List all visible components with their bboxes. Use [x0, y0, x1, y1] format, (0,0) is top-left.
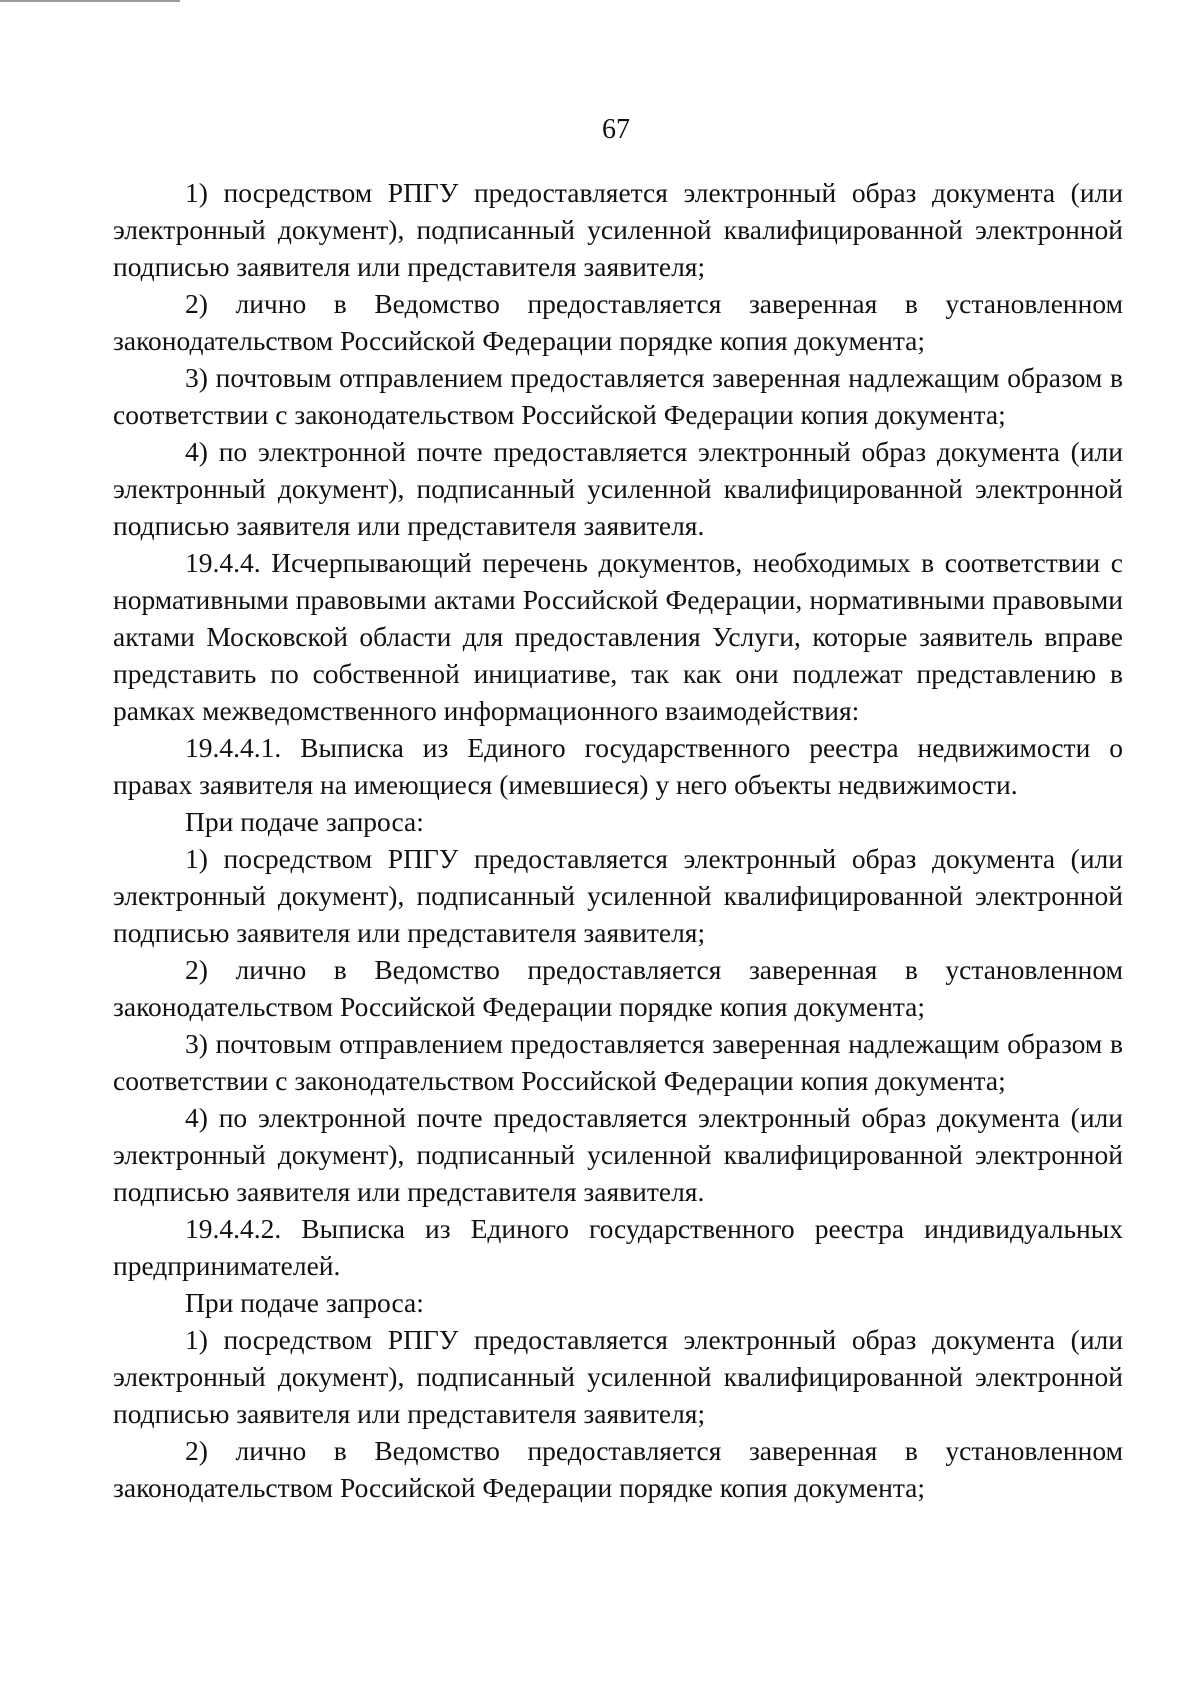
paragraph: 3) почтовым отправлением предоставляется заверенная надлежащим образом в соответствии с законодательством Российской Федерации копия документа;	[113, 362, 1123, 430]
paragraph: 4) по электронной почте предоставляется электронный образ документа (или электронный документ), подписанный усиленной квалифицированной электронной подписью заявителя или представителя заявителя.	[113, 436, 1123, 541]
page-number: 67	[602, 114, 630, 145]
paragraph: 2) лично в Ведомство предоставляется заверенная в установленном законодательством Российской Федерации порядке копия документа;	[113, 954, 1123, 1022]
scan-edge-line	[0, 0, 180, 2]
paragraph: При подаче запроса:	[185, 806, 424, 837]
paragraph: 19.4.4.1. Выписка из Единого государственного реестра недвижимости о правах заявителя на имеющиеся (имевшиеся) у него объекты недвижимости.	[113, 732, 1123, 800]
paragraph: 3) почтовым отправлением предоставляется заверенная надлежащим образом в соответствии с законодательством Российской Федерации копия документа;	[113, 1028, 1123, 1096]
paragraph: 4) по электронной почте предоставляется электронный образ документа (или электронный документ), подписанный усиленной квалифицированной электронной подписью заявителя или представителя заявителя.	[113, 1102, 1123, 1207]
paragraph: 1) посредством РПГУ предоставляется электронный образ документа (или электронный документ), подписанный усиленной квалифицированной электронной подписью заявителя или представителя заявителя;	[113, 177, 1123, 282]
paragraph: 2) лично в Ведомство предоставляется заверенная в установленном законодательством Российской Федерации порядке копия документа;	[113, 1435, 1123, 1503]
paragraph: 1) посредством РПГУ предоставляется электронный образ документа (или электронный документ), подписанный усиленной квалифицированной электронной подписью заявителя или представителя заявителя;	[113, 1324, 1123, 1429]
document-body	[113, 174, 1123, 1506]
paragraph: 2) лично в Ведомство предоставляется заверенная в установленном законодательством Российской Федерации порядке копия документа;	[113, 288, 1123, 356]
paragraph: 19.4.4.2. Выписка из Единого государственного реестра индивидуальных предпринимателей.	[113, 1213, 1123, 1281]
paragraph: 19.4.4. Исчерпывающий перечень документов, необходимых в соответствии с нормативными правовыми актами Российской Федерации, нормативными правовыми актами Московской области для предоставления Услуги, которые заявитель вправе представить по собственной инициативе, так как они подлежат представлению в рамках межведомственного информационного взаимодействия:	[113, 547, 1123, 726]
paragraph: 1) посредством РПГУ предоставляется электронный образ документа (или электронный документ), подписанный усиленной квалифицированной электронной подписью заявителя или представителя заявителя;	[113, 843, 1123, 948]
paragraph: При подаче запроса:	[185, 1287, 424, 1318]
